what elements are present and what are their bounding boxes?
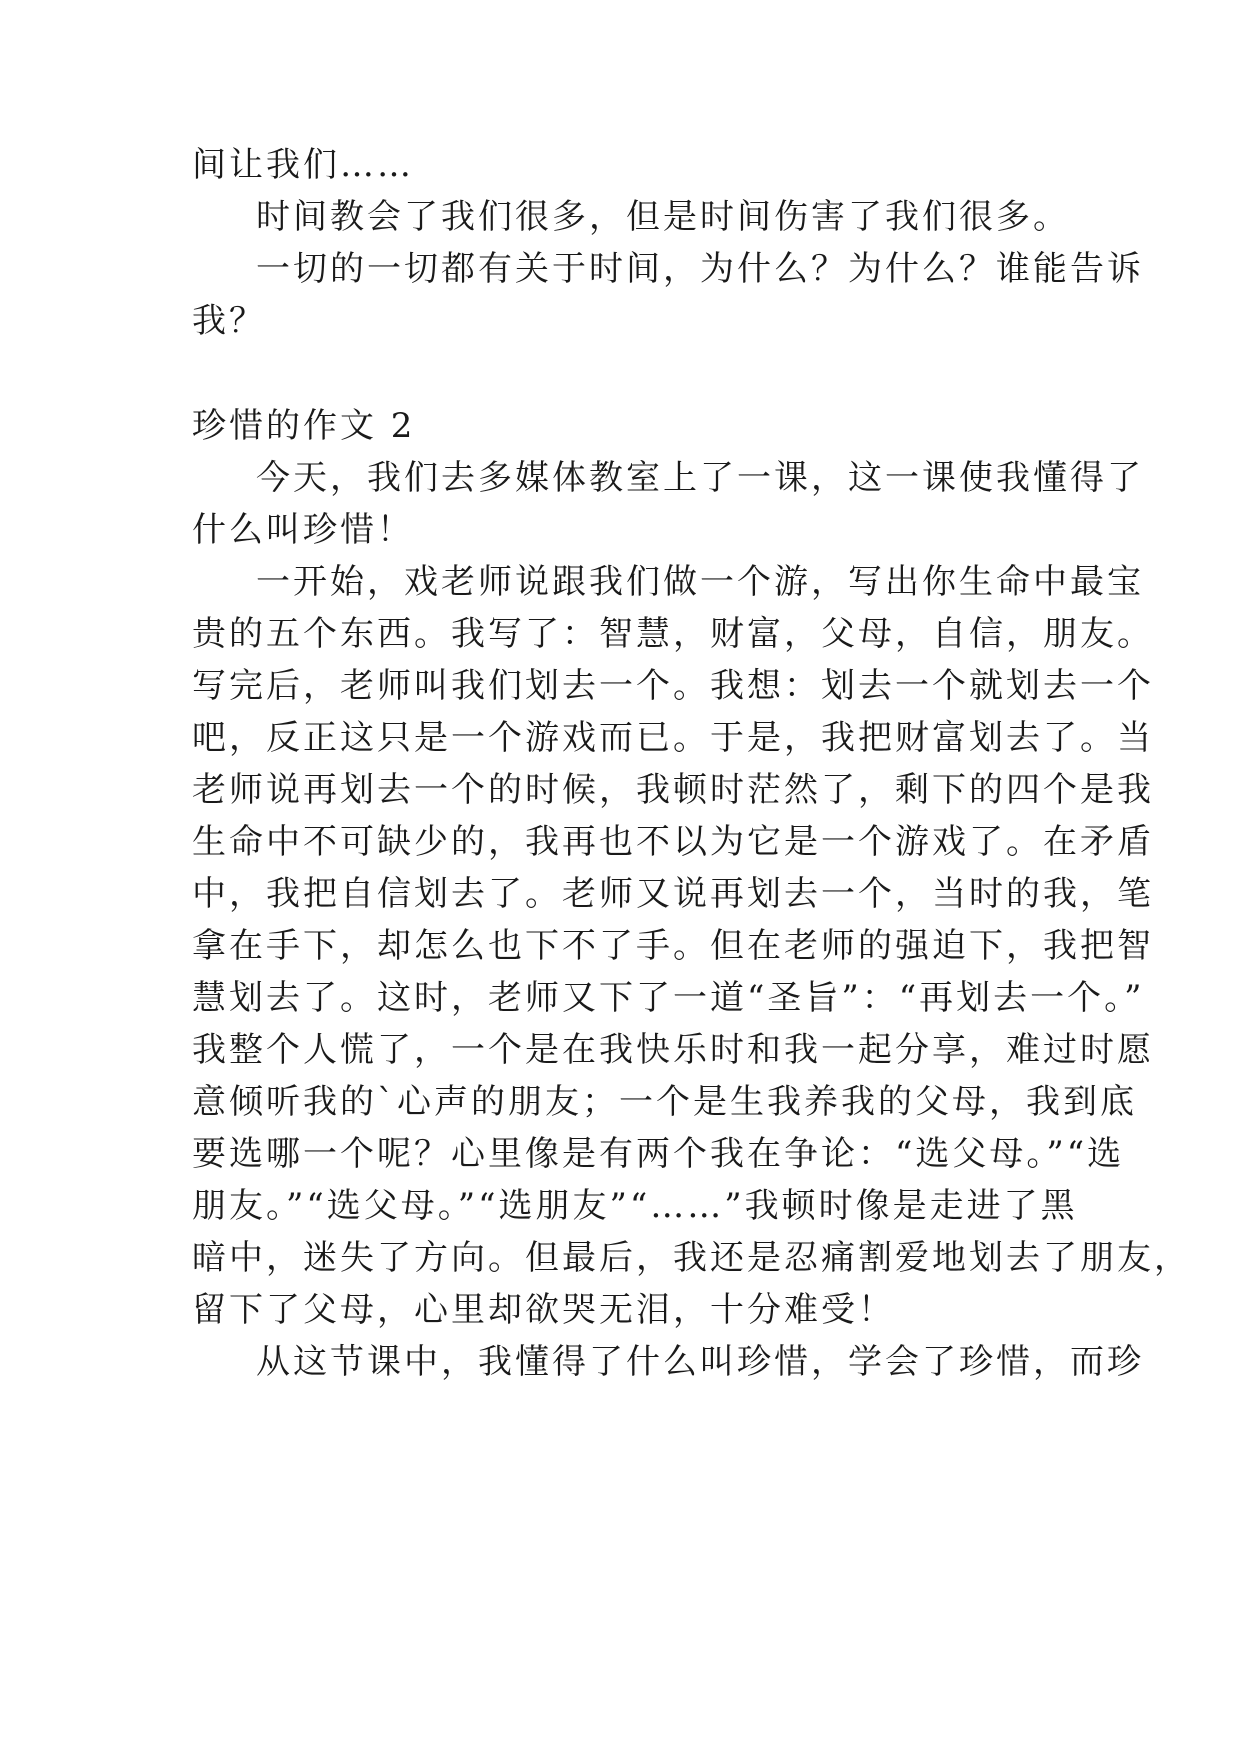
text-line: 今天，我们去多媒体教室上了一课，这一课使我懂得了 xyxy=(256,458,1144,498)
text-line: 写完后，老师叫我们划去一个。我想：划去一个就划去一个 xyxy=(192,666,1154,706)
text-line: 我整个人慌了，一个是在我快乐时和我一起分享，难过时愿 xyxy=(192,1030,1154,1070)
text-line: 一开始，戏老师说跟我们做一个游，写出你生命中最宝 xyxy=(256,562,1144,602)
text-line: 从这节课中，我懂得了什么叫珍惜，学会了珍惜，而珍 xyxy=(256,1342,1144,1382)
text-line: 朋友。”“选父母。”“选朋友”“……”我顿时像是走进了黑 xyxy=(192,1186,1078,1226)
text-line: 生命中不可缺少的，我再也不以为它是一个游戏了。在矛盾 xyxy=(192,822,1154,862)
section-heading: 珍惜的作文 2 xyxy=(192,406,416,446)
text-line: 时间教会了我们很多，但是时间伤害了我们很多。 xyxy=(256,197,1070,237)
text-line: 中，我把自信划去了。老师又说再划去一个，当时的我，笔 xyxy=(192,874,1154,914)
text-line: 拿在手下，却怎么也下不了手。但在老师的强迫下，我把智 xyxy=(192,926,1154,966)
text-line: 一切的一切都有关于时间，为什么？为什么？谁能告诉 xyxy=(256,249,1144,289)
text-line: 要选哪一个呢？心里像是有两个我在争论：“选父母。”“选 xyxy=(192,1134,1125,1174)
text-line: 暗中，迷失了方向。但最后，我还是忍痛割爱地划去了朋友， xyxy=(192,1238,1191,1278)
text-line: 留下了父母，心里却欲哭无泪，十分难受！ xyxy=(192,1290,895,1330)
document-page xyxy=(192,0,1191,1754)
text-line: 老师说再划去一个的时候，我顿时茫然了，剩下的四个是我 xyxy=(192,770,1154,810)
text-line: 慧划去了。这时，老师又下了一道“圣旨”：“再划去一个。” xyxy=(192,978,1145,1018)
text-line: 间让我们…… xyxy=(192,145,414,185)
text-line: 吧，反正这只是一个游戏而已。于是，我把财富划去了。当 xyxy=(192,718,1154,758)
text-line: 贵的五个东西。我写了：智慧，财富，父母，自信，朋友。 xyxy=(192,614,1154,654)
text-line: 什么叫珍惜！ xyxy=(192,510,414,550)
text-line: 我？ xyxy=(192,301,266,341)
text-line: 意倾听我的`心声的朋友；一个是生我养我的父母，我到底 xyxy=(192,1082,1137,1122)
